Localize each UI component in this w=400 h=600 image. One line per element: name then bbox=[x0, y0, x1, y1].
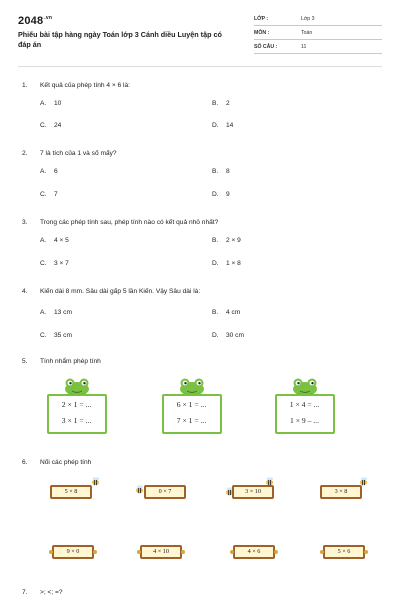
question-number: 7. bbox=[22, 589, 28, 596]
option-value: 9 bbox=[226, 191, 230, 198]
question-text: Nối các phép tính bbox=[40, 459, 92, 466]
option-c[interactable] bbox=[40, 260, 69, 267]
question-text: Trong các phép tính sau, phép tính nào có kết quả nhỏ nhất? bbox=[40, 219, 219, 226]
question-number: 1. bbox=[22, 82, 28, 89]
bee-icon bbox=[358, 476, 369, 487]
option-letter: C. bbox=[40, 191, 47, 198]
option-value: 8 bbox=[226, 168, 230, 175]
option-letter: D. bbox=[212, 122, 219, 129]
calc-board bbox=[162, 394, 222, 434]
match-tile-top[interactable]: 0 × 7 bbox=[144, 485, 186, 499]
option-letter: B. bbox=[212, 237, 219, 244]
option-value: 30 cm bbox=[226, 332, 244, 339]
question-text: 7 là tích của 1 và số mấy? bbox=[40, 150, 117, 157]
meta-value: 11 bbox=[301, 44, 307, 50]
option-letter: A. bbox=[40, 100, 47, 107]
meta-label: LỚP : bbox=[254, 16, 269, 22]
calc-line: 3 × 1 = ... bbox=[61, 416, 92, 425]
option-value: 14 bbox=[226, 122, 234, 129]
option-letter: C. bbox=[40, 122, 47, 129]
question-text: Kiến dài 8 mm. Sâu dài gấp 5 lần Kiến. Vậy Sâu dài là: bbox=[40, 288, 201, 295]
option-d[interactable] bbox=[212, 260, 241, 267]
option-c[interactable] bbox=[40, 122, 61, 129]
question-number: 5. bbox=[22, 358, 28, 365]
option-a[interactable] bbox=[40, 100, 61, 107]
question-number: 6. bbox=[22, 459, 28, 466]
match-tile-top[interactable]: 5 × 8 bbox=[50, 485, 92, 499]
option-c[interactable] bbox=[40, 191, 58, 198]
question-number: 3. bbox=[22, 219, 28, 226]
option-letter: C. bbox=[40, 332, 47, 339]
option-value: 6 bbox=[54, 168, 58, 175]
logo-suffix: .vn bbox=[44, 15, 53, 21]
meta-label: SỐ CÂU : bbox=[254, 44, 278, 50]
match-tile-bottom[interactable]: 9 × 0 bbox=[52, 545, 94, 559]
meta-grade bbox=[254, 14, 382, 26]
option-b[interactable] bbox=[212, 237, 241, 244]
option-value: 7 bbox=[54, 191, 58, 198]
option-c[interactable] bbox=[40, 332, 72, 339]
site-logo[interactable] bbox=[18, 15, 52, 27]
meta-value: Lớp 3 bbox=[301, 16, 315, 22]
option-a[interactable] bbox=[40, 237, 69, 244]
match-tile-top[interactable]: 3 × 8 bbox=[320, 485, 362, 499]
option-letter: D. bbox=[212, 260, 219, 267]
option-d[interactable] bbox=[212, 332, 244, 339]
option-b[interactable] bbox=[212, 100, 230, 107]
calc-line: 2 × 1 = ... bbox=[61, 400, 92, 409]
question-text: >; <; =? bbox=[40, 589, 63, 596]
bee-icon bbox=[264, 476, 275, 487]
option-value: 1 × 8 bbox=[226, 260, 241, 267]
option-value: 10 bbox=[54, 100, 62, 107]
meta-value: Toán bbox=[301, 30, 313, 36]
calc-line: 6 × 1 = ... bbox=[176, 400, 207, 409]
option-a[interactable] bbox=[40, 309, 72, 316]
option-letter: A. bbox=[40, 309, 47, 316]
option-value: 2 bbox=[226, 100, 230, 107]
option-letter: B. bbox=[212, 168, 219, 175]
option-letter: A. bbox=[40, 237, 47, 244]
option-letter: B. bbox=[212, 100, 219, 107]
calc-line: 7 × 1 = ... bbox=[176, 416, 207, 425]
meta-info bbox=[254, 14, 382, 56]
option-letter: A. bbox=[40, 168, 47, 175]
calc-line: 1 × 9 – ... bbox=[290, 416, 319, 425]
bee-icon bbox=[90, 476, 101, 487]
question-number: 2. bbox=[22, 150, 28, 157]
option-b[interactable] bbox=[212, 309, 240, 316]
option-value: 3 × 7 bbox=[54, 260, 69, 267]
calc-board bbox=[275, 394, 335, 434]
question-text: Kết quả của phép tính 4 × 6 là: bbox=[40, 82, 131, 89]
match-tile-bottom[interactable]: 5 × 6 bbox=[323, 545, 365, 559]
frog-board-1 bbox=[47, 376, 107, 436]
match-tile-bottom[interactable]: 4 × 10 bbox=[140, 545, 182, 559]
header-divider bbox=[18, 66, 382, 67]
option-value: 2 × 9 bbox=[226, 237, 241, 244]
frog-board-3 bbox=[275, 376, 335, 436]
meta-question-count bbox=[254, 42, 382, 54]
option-letter: B. bbox=[212, 309, 219, 316]
option-value: 4 × 5 bbox=[54, 237, 69, 244]
match-tile-top[interactable]: 3 × 10 bbox=[232, 485, 274, 499]
worksheet-title: Phiếu bài tập hàng ngày Toán lớp 3 Cánh diều Luyện tập có đáp án bbox=[18, 30, 222, 49]
option-d[interactable] bbox=[212, 122, 233, 129]
option-value: 4 cm bbox=[226, 309, 241, 316]
option-value: 13 cm bbox=[54, 309, 72, 316]
calc-line: 1 × 4 = ... bbox=[289, 400, 320, 409]
option-letter: D. bbox=[212, 191, 219, 198]
calc-board bbox=[47, 394, 107, 434]
logo-main: 2048 bbox=[18, 15, 44, 27]
option-value: 24 bbox=[54, 122, 62, 129]
question-number: 4. bbox=[22, 288, 28, 295]
header bbox=[18, 12, 382, 66]
option-letter: D. bbox=[212, 332, 219, 339]
match-tile-bottom[interactable]: 4 × 6 bbox=[233, 545, 275, 559]
option-letter: C. bbox=[40, 260, 47, 267]
option-a[interactable] bbox=[40, 168, 58, 175]
option-value: 35 cm bbox=[54, 332, 72, 339]
option-b[interactable] bbox=[212, 168, 230, 175]
meta-label: MÔN : bbox=[254, 30, 270, 36]
option-d[interactable] bbox=[212, 191, 230, 198]
question-text: Tính nhẩm phép tính bbox=[40, 358, 101, 365]
meta-subject bbox=[254, 28, 382, 40]
frog-board-2 bbox=[162, 376, 222, 436]
